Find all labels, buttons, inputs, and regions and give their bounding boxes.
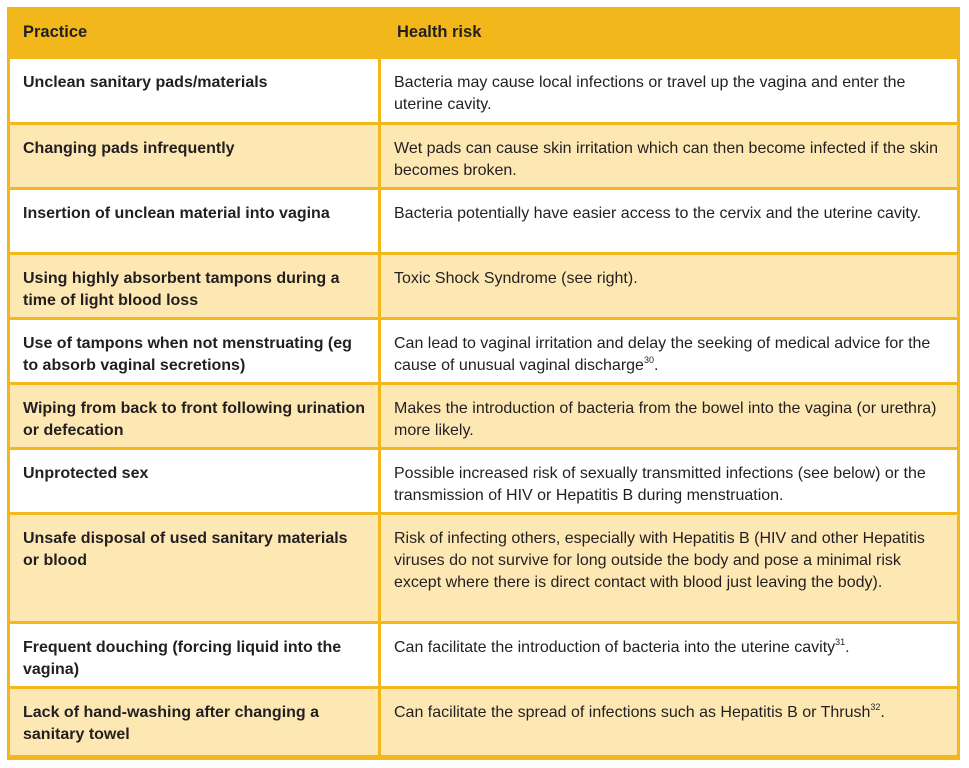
health-risk-cell	[381, 450, 957, 512]
practice-cell: Unprotected sex	[10, 450, 378, 512]
risk-text-end: .	[880, 704, 885, 721]
column-header-health-risk: Health risk	[381, 10, 957, 56]
reference-superscript: 30	[643, 354, 654, 365]
practice-cell: Insertion of unclean material into vagina	[10, 190, 378, 252]
table-row	[10, 59, 957, 122]
reference-superscript: 32	[870, 701, 881, 712]
table-row	[10, 320, 957, 382]
risk-text: Bacteria may cause local infections or travel up the vagina and enter the uterine cavity.	[394, 74, 906, 113]
practice-cell: Use of tampons when not menstruating (eg to absorb vaginal secretions)	[10, 320, 378, 382]
health-risk-cell	[381, 320, 957, 382]
table-row	[10, 689, 957, 755]
risk-text: Can facilitate the introduction of bacteria into the uterine cavity	[394, 639, 836, 656]
health-risk-cell	[381, 385, 957, 447]
table-row	[10, 190, 957, 252]
health-risk-cell	[381, 190, 957, 252]
health-risk-cell	[381, 59, 957, 122]
table-row	[10, 515, 957, 621]
column-header-practice: Practice	[10, 10, 378, 56]
health-risk-cell	[381, 515, 957, 621]
practice-health-risk-table	[7, 7, 960, 760]
practice-cell: Changing pads infrequently	[10, 125, 378, 187]
risk-text: Possible increased risk of sexually transmitted infections (see below) or the transmission of HIV or Hepatitis B during menstruation.	[394, 465, 926, 504]
practice-cell: Using highly absorbent tampons during a time of light blood loss	[10, 255, 378, 317]
risk-text-end: .	[845, 639, 850, 656]
practice-cell: Unsafe disposal of used sanitary materials or blood	[10, 515, 378, 621]
practice-cell: Wiping from back to front following urination or defecation	[10, 385, 378, 447]
health-risk-cell	[381, 125, 957, 187]
health-risk-cell	[381, 689, 957, 755]
risk-text: Can lead to vaginal irritation and delay the seeking of medical advice for the cause of unusual vaginal discharge	[394, 335, 931, 374]
table-row	[10, 385, 957, 447]
risk-text: Wet pads can cause skin irritation which can then become infected if the skin becomes broken.	[394, 140, 938, 179]
table-row	[10, 624, 957, 686]
practice-cell: Frequent douching (forcing liquid into the vagina)	[10, 624, 378, 686]
risk-text: Bacteria potentially have easier access to the cervix and the uterine cavity.	[394, 205, 922, 222]
table-header-row	[10, 10, 957, 56]
risk-text: Toxic Shock Syndrome (see right).	[394, 270, 638, 287]
data-table	[10, 7, 957, 758]
practice-cell: Lack of hand-washing after changing a sanitary towel	[10, 689, 378, 755]
table-row	[10, 255, 957, 317]
risk-text-end: .	[653, 357, 659, 374]
risk-text: Can facilitate the spread of infections such as Hepatitis B or Thrush	[394, 704, 871, 721]
risk-text: Risk of infecting others, especially with Hepatitis B (HIV and other Hepatitis viruses do not survive for long outside the body and pose a minimal risk except where there is direct contact with blood just leaving the body).	[394, 530, 925, 591]
table-row	[10, 450, 957, 512]
risk-text: Makes the introduction of bacteria from the bowel into the vagina (or urethra) more likely.	[394, 400, 937, 439]
health-risk-cell	[381, 624, 957, 686]
practice-cell: Unclean sanitary pads/materials	[10, 59, 378, 122]
reference-superscript: 31	[835, 636, 846, 647]
table-row	[10, 125, 957, 187]
health-risk-cell	[381, 255, 957, 317]
